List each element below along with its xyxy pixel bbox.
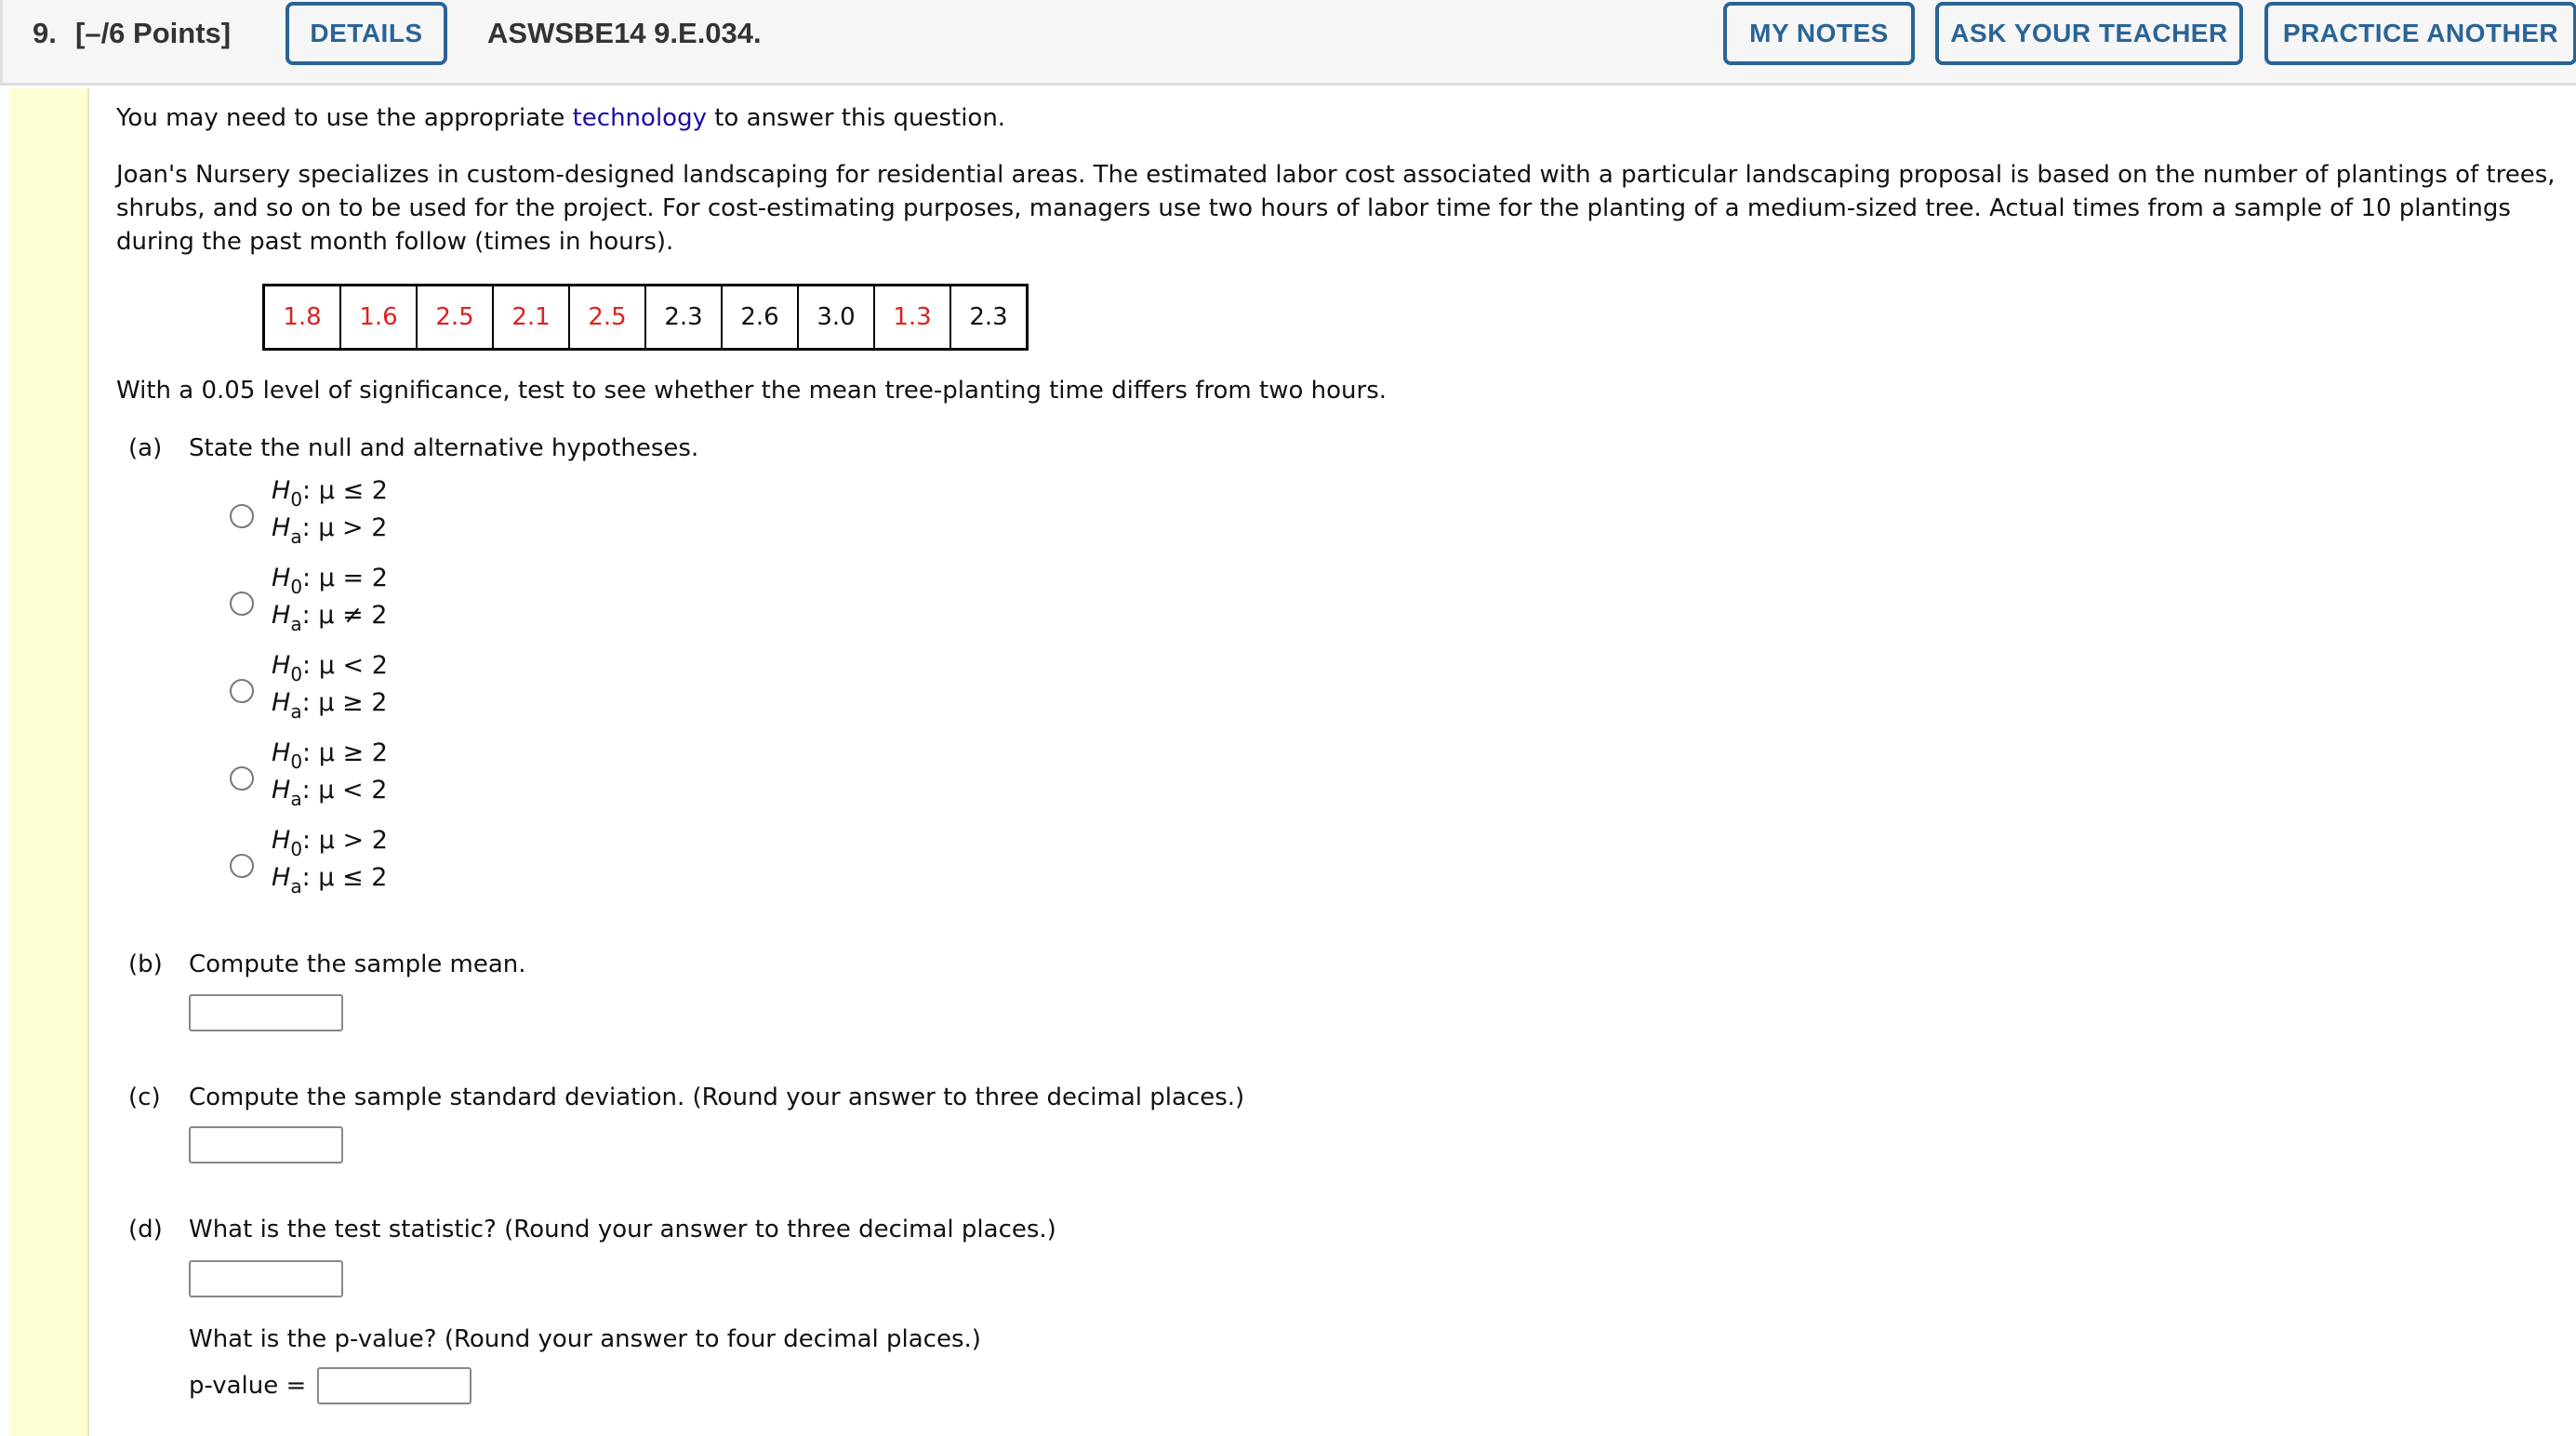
question-header bbox=[0, 0, 2576, 86]
data-cell: 2.3 bbox=[645, 286, 722, 350]
details-button[interactable]: DETAILS bbox=[285, 2, 447, 65]
hypothesis-radio[interactable] bbox=[230, 766, 254, 791]
intro-after: to answer this question. bbox=[706, 104, 1006, 132]
part-b-label: (b) bbox=[128, 951, 163, 978]
question-number: 9. bbox=[33, 17, 57, 49]
null-hypothesis: $H_0$: μ ≥ 2 bbox=[272, 738, 388, 773]
hypothesis-radio[interactable] bbox=[230, 679, 254, 703]
part-d-label: (d) bbox=[128, 1216, 163, 1243]
hypothesis-radio[interactable] bbox=[230, 592, 254, 616]
intro-text bbox=[116, 101, 1005, 135]
hypothesis-text bbox=[272, 647, 388, 722]
data-cell: 1.3 bbox=[874, 286, 950, 350]
part-c-text: Compute the sample standard deviation. (Round your answer to three decimal places.) bbox=[189, 1084, 1245, 1111]
my-notes-button[interactable]: MY NOTES bbox=[1723, 2, 1915, 65]
table-row bbox=[264, 286, 1028, 350]
ask-your-teacher-button[interactable]: ASK YOUR TEACHER bbox=[1935, 2, 2243, 65]
alternative-hypothesis: $H_a$: μ < 2 bbox=[272, 776, 388, 810]
intro-before: You may need to use the appropriate bbox=[116, 104, 573, 132]
data-table bbox=[262, 284, 1029, 351]
data-cell: 1.6 bbox=[340, 286, 417, 350]
null-hypothesis: $H_0$: μ < 2 bbox=[272, 651, 388, 685]
part-a-text: State the null and alternative hypotheses. bbox=[189, 434, 699, 462]
p-value-input[interactable] bbox=[317, 1367, 471, 1404]
null-hypothesis: $H_0$: μ = 2 bbox=[272, 564, 388, 598]
data-cell: 1.8 bbox=[264, 286, 341, 350]
paragraph-line: Joan's Nursery specializes in custom-designed landscaping for residential areas. The estimated labor cost associated with a particular landscaping proposal is based on the number of plantings of trees, bbox=[116, 161, 2556, 189]
hypothesis-radio[interactable] bbox=[230, 854, 254, 878]
null-hypothesis: $H_0$: μ > 2 bbox=[272, 826, 388, 860]
alternative-hypothesis: $H_a$: μ ≠ 2 bbox=[272, 601, 388, 635]
data-cell: 3.0 bbox=[798, 286, 874, 350]
data-cell: 2.5 bbox=[417, 286, 493, 350]
alternative-hypothesis: $H_a$: μ ≥ 2 bbox=[272, 688, 388, 723]
significance-text: With a 0.05 level of significance, test to see whether the mean tree-planting time differs from two hours. bbox=[116, 377, 1388, 405]
part-d-text: What is the test statistic? (Round your answer to three decimal places.) bbox=[189, 1216, 1056, 1243]
paragraph-line: during the past month follow (times in hours). bbox=[116, 228, 674, 256]
hypothesis-text bbox=[272, 472, 388, 547]
hypothesis-text bbox=[272, 560, 388, 634]
p-value-label: p-value = bbox=[189, 1372, 307, 1400]
sample-mean-input[interactable] bbox=[189, 994, 343, 1031]
null-hypothesis: $H_0$: μ ≤ 2 bbox=[272, 476, 388, 511]
part-c-label: (c) bbox=[128, 1084, 161, 1111]
problem-code: ASWSBE14 9.E.034. bbox=[487, 17, 762, 49]
part-b-text: Compute the sample mean. bbox=[189, 951, 526, 978]
p-value-question: What is the p-value? (Round your answer to four decimal places.) bbox=[189, 1325, 981, 1353]
data-cell: 2.6 bbox=[722, 286, 798, 350]
problem-paragraph bbox=[116, 158, 2556, 259]
practice-another-button[interactable]: PRACTICE ANOTHER bbox=[2264, 2, 2576, 65]
test-statistic-input[interactable] bbox=[189, 1260, 343, 1297]
alternative-hypothesis: $H_a$: μ > 2 bbox=[272, 513, 388, 548]
points: [–/6 Points] bbox=[75, 17, 232, 49]
data-cell: 2.3 bbox=[950, 286, 1028, 350]
hypothesis-radio[interactable] bbox=[230, 504, 254, 528]
hypothesis-text bbox=[272, 735, 388, 809]
paragraph-line: shrubs, and so on to be used for the project. For cost-estimating purposes, managers use two hours of labor time for the planting of a medium-sized tree. Actual times from a sample of 10 plantings bbox=[116, 194, 2511, 222]
data-cell: 2.5 bbox=[569, 286, 645, 350]
hypothesis-text bbox=[272, 822, 388, 897]
technology-link[interactable]: technology bbox=[572, 104, 707, 132]
alternative-hypothesis: $H_a$: μ ≤ 2 bbox=[272, 863, 388, 898]
sample-std-input[interactable] bbox=[189, 1126, 343, 1163]
data-cell: 2.1 bbox=[493, 286, 569, 350]
part-a-label: (a) bbox=[128, 434, 163, 462]
question-side-strip bbox=[9, 88, 89, 1436]
